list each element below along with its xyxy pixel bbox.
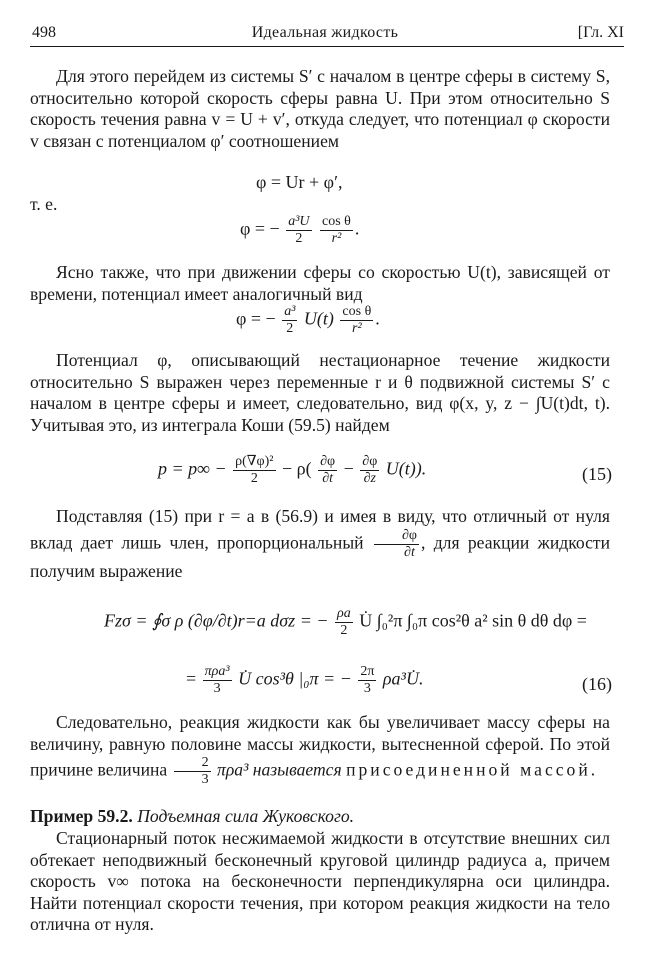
eq6-frac-2: [358, 664, 376, 697]
para5-frac-den: 3: [201, 772, 209, 787]
eq4-frac-1: [233, 454, 275, 487]
para4-frac: [374, 528, 419, 561]
para4-frac-num: ∂φ: [374, 528, 419, 545]
eq6-den2: 3: [363, 681, 371, 696]
eq3-den2: r²: [352, 321, 362, 336]
eq5-lhs: Fzσ = ∮σ ρ (∂φ/∂t)r=a dσz = −: [104, 610, 329, 631]
eq5-rhs: U̇ ∫₀²π ∫₀π cos²θ a² sin θ dθ dφ =: [359, 610, 587, 631]
eq2-den1: 2: [295, 231, 303, 246]
paragraph-5: [30, 712, 610, 788]
page-number: 498: [32, 24, 56, 41]
running-title: Идеальная жидкость: [251, 24, 399, 41]
eq4-end: U(t)).: [385, 458, 427, 479]
running-header: [26, 24, 624, 46]
eq4-lhs: p = p∞ −: [158, 458, 227, 479]
para5-text-b: πρa³ называется: [217, 759, 342, 780]
eq6-num1: πρa³: [204, 664, 230, 679]
eq6-den1: 3: [213, 681, 221, 696]
equation-phi-time: [236, 304, 380, 337]
eq2-frac-2: [320, 214, 353, 247]
eq4-den1: 2: [250, 471, 258, 486]
example-title: Подъемная сила Жуковского.: [137, 806, 355, 826]
para5-frac-num: 2: [174, 755, 211, 772]
eq3-lhs: φ = −: [236, 308, 276, 329]
paragraph-1: Для этого перейдем из системы S′ с началом в центре сферы в систему S, относительно которой скорость сферы равна U. При этом относительно S скорость течения равна v = U + v′, откуда следует, что потенциал φ скорости v связан с потенциалом φ′ соотношением: [30, 66, 610, 151]
eq4-frac-2: [318, 454, 337, 487]
paragraph-4: [30, 506, 610, 582]
eq4-den3: ∂z: [363, 471, 376, 486]
eq2-frac-1: [286, 214, 311, 247]
eq5-num1: ρa: [336, 606, 351, 621]
paragraph-3: Потенциал φ, описывающий нестационарное течение жидкости относительно S выражен через переменные r и θ подвижной системы S′ с началом в центре сферы и имеет, следовательно, вид φ(x, y, z − ∫U(t)dt, t). Учитывая это, из интеграла Коши (59.5) найдем: [30, 350, 610, 435]
eq6-mid: U̇ cos³θ |₀π = −: [238, 668, 352, 689]
eq4-frac-3: [360, 454, 379, 487]
equation-phi-ur: φ = Ur + φ′,: [256, 172, 343, 192]
eq2-num1: a³U: [288, 214, 310, 229]
eq4-mid: − ρ(: [282, 458, 312, 479]
eq3-frac-1: [282, 304, 297, 337]
eq2-num2: cos θ: [322, 214, 351, 229]
eq3-end: .: [375, 308, 380, 329]
equation-16: [186, 664, 423, 697]
eq6-lhs: =: [186, 668, 197, 689]
text-te: т. е.: [30, 194, 58, 214]
eq2-end: .: [354, 218, 360, 239]
paragraph-6: Стационарный поток несжимаемой жидкости в отсутствие внешних сил обтекает неподвижный бесконечный круговой цилиндр радиуса a, причем скорость v∞ потока на бесконечности перпендикулярна оси цилиндра. Найти потенциал скорости течения, при котором реакция жидкости на тело отлична от нуля.: [30, 828, 610, 934]
eq6-num2: 2π: [360, 664, 375, 679]
chapter-marker: [Гл. XI: [577, 24, 624, 41]
eq3-num2: cos θ: [342, 304, 372, 319]
equation-number-16: (16): [582, 674, 612, 694]
equation-force-integral: [104, 606, 587, 639]
para5-frac: [174, 755, 211, 788]
eq5-frac-1: [335, 606, 353, 639]
eq2-den2: r²: [331, 231, 342, 246]
eq4-num1: ρ(∇φ)²: [235, 454, 274, 469]
para4-text-b: , для реакции жидкости получим выражение: [30, 532, 610, 581]
paragraph-2: Ясно также, что при движении сферы со скоростью U(t), зависящей от времени, потенциал имеет аналогичный вид: [30, 262, 610, 304]
para5-text-a: Следовательно, реакция жидкости как бы увеличивает массу сферы на величину, равную половине массы жидкости, вытесненной сферой. По этой причине величина: [30, 712, 610, 780]
equation-15: [158, 454, 426, 487]
header-rule: [30, 46, 624, 47]
eq3-den1: 2: [286, 321, 294, 336]
para4-frac-den: ∂t: [404, 544, 415, 560]
eq6-frac-1: [203, 664, 232, 697]
eq3-mid: U(t): [303, 308, 334, 329]
eq3-num1: a³: [284, 304, 296, 319]
eq4-num2: ∂φ: [320, 454, 336, 469]
example-label: Пример 59.2.: [30, 806, 133, 826]
equation-phi-static: [240, 214, 359, 247]
eq4-minus: −: [343, 458, 354, 479]
equation-number-15: (15): [582, 464, 612, 484]
eq6-end: ρa³U̇.: [382, 668, 424, 689]
para4-text-a: Подставляя (15) при r = a в (56.9) и имея в виду, что отличный от нуля вклад дает лишь член, пропорциональный: [30, 506, 610, 553]
para5-text-c: присоединенной массой.: [346, 759, 599, 780]
eq4-num3: ∂φ: [362, 454, 378, 469]
eq4-den2: ∂t: [322, 471, 334, 486]
eq2-lhs: φ = −: [240, 218, 280, 239]
eq5-den1: 2: [340, 623, 348, 638]
eq3-frac-2: [340, 304, 373, 337]
example-heading: [30, 806, 354, 827]
